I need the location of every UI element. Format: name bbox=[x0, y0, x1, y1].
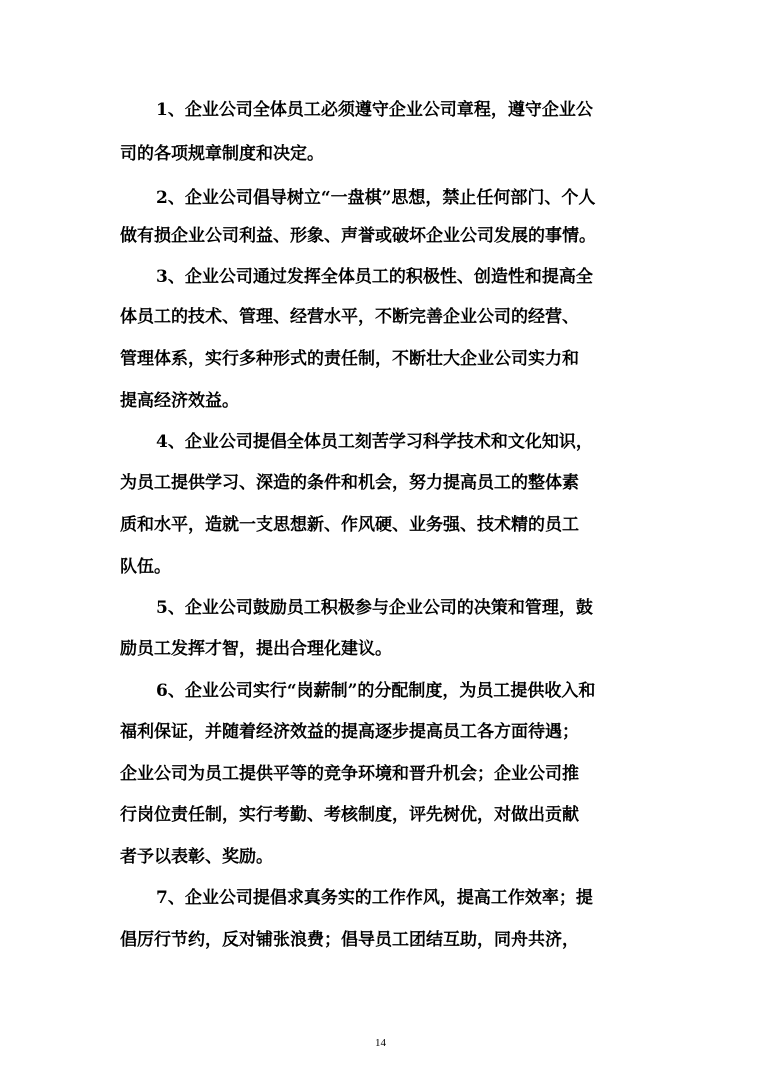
text-line: 为员工提供学习、深造的条件和机会，努力提高员工的整体素 bbox=[120, 473, 579, 493]
text-line: 者予以表彰、奖励。 bbox=[120, 847, 273, 867]
text-line: 1、企业公司全体员工必须遵守企业公司章程，遵守企业公 bbox=[156, 100, 593, 120]
text-line: 提高经济效益。 bbox=[120, 391, 239, 411]
text-line: 做有损企业公司利益、形象、声誉或破坏企业公司发展的事情。 bbox=[120, 226, 596, 246]
text-line: 队伍。 bbox=[120, 557, 171, 577]
text-line: 质和水平，造就一支思想新、作风硬、业务强、技术精的员工 bbox=[120, 515, 579, 535]
text-line: 企业公司为员工提供平等的竞争环境和晋升机会；企业公司推 bbox=[120, 764, 579, 784]
text-line: 行岗位责任制，实行考勤、考核制度，评先树优，对做出贡献 bbox=[120, 805, 579, 825]
text-line: 体员工的技术、管理、经营水平，不断完善企业公司的经营、 bbox=[120, 307, 579, 327]
text-line: 6、企业公司实行“岗薪制”的分配制度，为员工提供收入和 bbox=[156, 681, 596, 701]
text-line: 司的各项规章制度和决定。 bbox=[120, 144, 324, 164]
text-line: 倡厉行节约，反对铺张浪费；倡导员工团结互助，同舟共济， bbox=[120, 930, 579, 950]
text-line: 4、企业公司提倡全体员工刻苦学习科学技术和文化知识， bbox=[156, 432, 593, 452]
page-number: 14 bbox=[375, 1037, 386, 1049]
text-line: 励员工发挥才智，提出合理化建议。 bbox=[120, 639, 392, 659]
text-line: 3、企业公司通过发挥全体员工的积极性、创造性和提高全 bbox=[156, 267, 593, 287]
text-line: 福利保证，并随着经济效益的提高逐步提高员工各方面待遇； bbox=[120, 722, 579, 742]
text-line: 7、企业公司提倡求真务实的工作作风，提高工作效率；提 bbox=[156, 888, 593, 908]
text-line: 2、企业公司倡导树立“一盘棋”思想，禁止任何部门、个人 bbox=[156, 188, 596, 208]
text-line: 5、企业公司鼓励员工积极参与企业公司的决策和管理，鼓 bbox=[156, 598, 593, 618]
text-line: 管理体系，实行多种形式的责任制，不断壮大企业公司实力和 bbox=[120, 349, 579, 369]
